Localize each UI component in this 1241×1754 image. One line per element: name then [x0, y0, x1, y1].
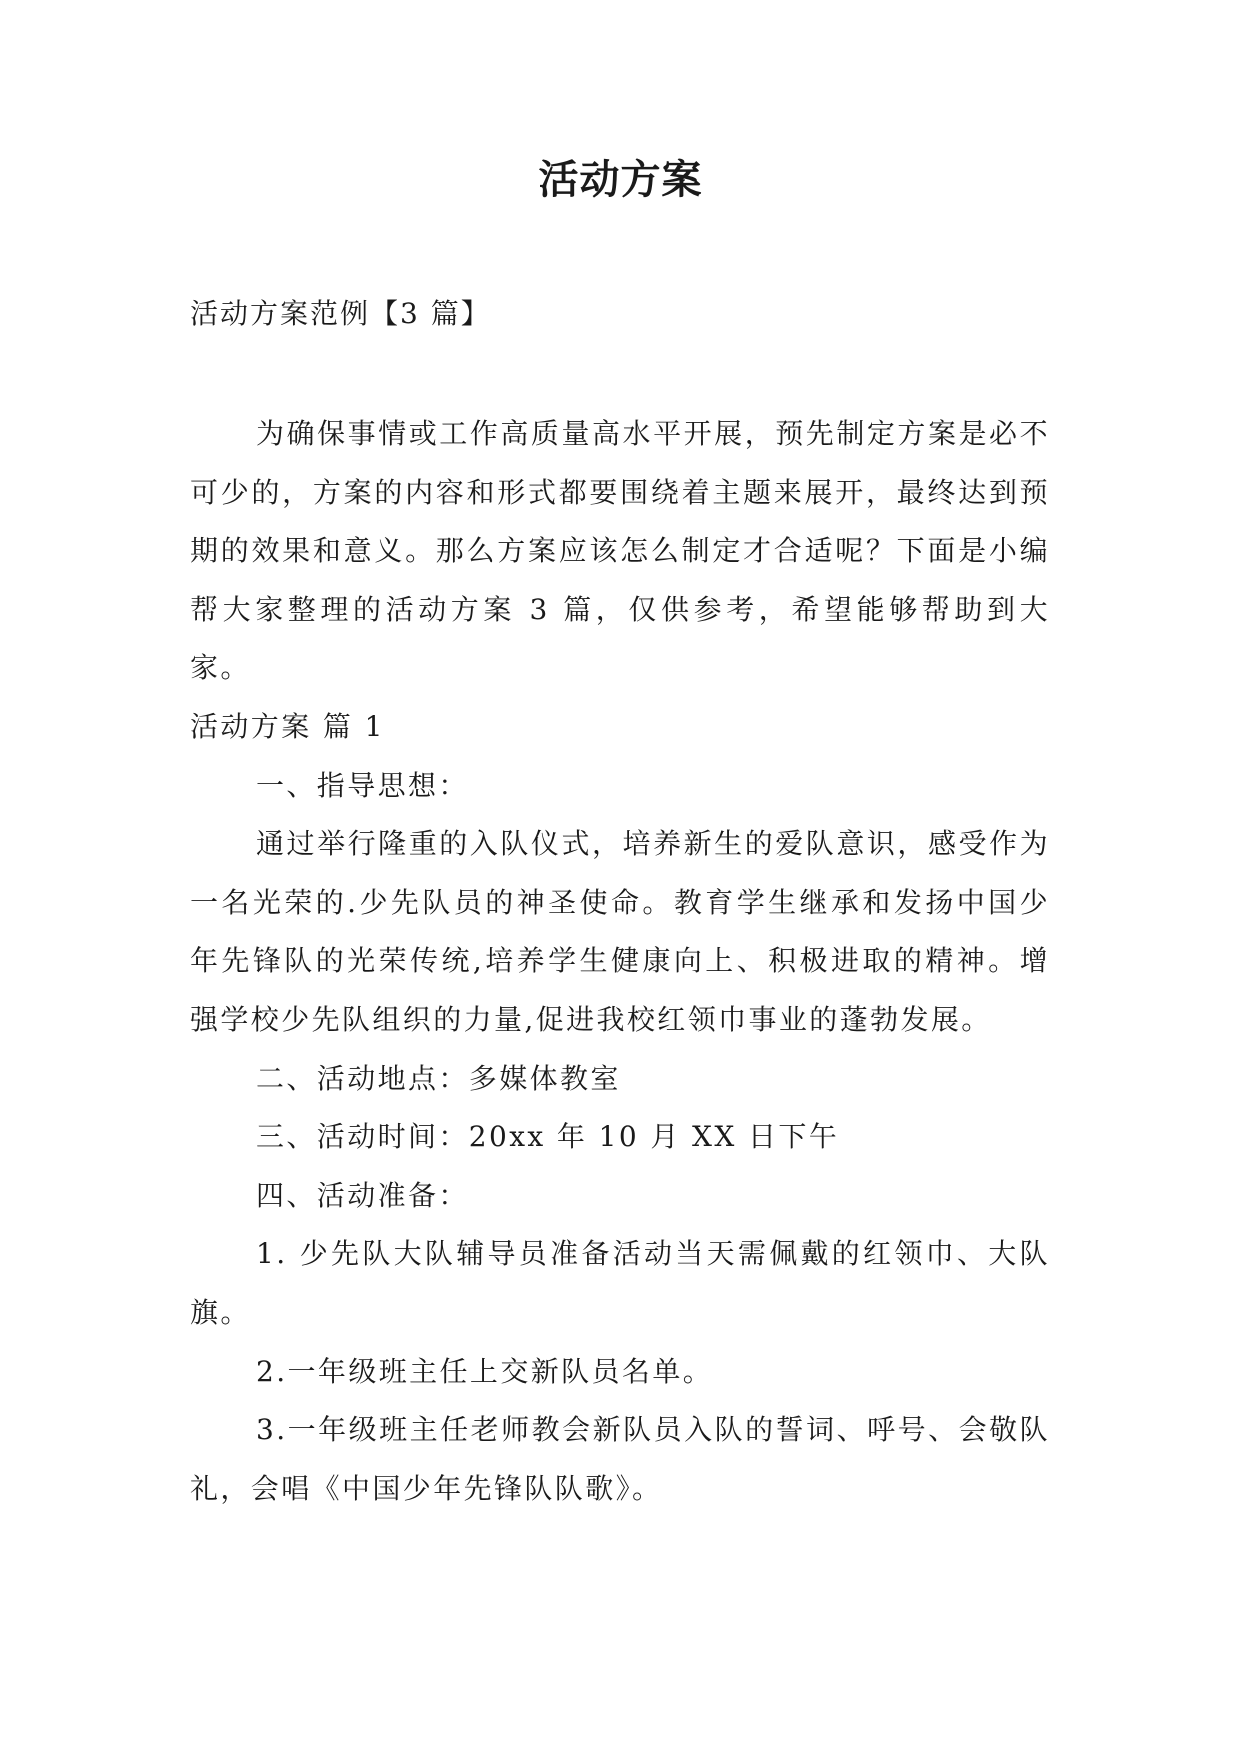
preparation-item-1: 1. 少先队大队辅导员准备活动当天需佩戴的红领巾、大队旗。 — [190, 1237, 1050, 1329]
guiding-ideology-paragraph: 通过举行隆重的入队仪式，培养新生的爱队意识，感受作为一名光荣的.少先队员的神圣使命。教育学生继承和发扬中国少年先锋队的光荣传统,培养学生健康向上、积极进取的精神。增强学校少先队组织的力量,促进我校红领巾事业的蓬勃发展。 — [190, 827, 1050, 1036]
guiding-ideology-heading: 一、指导思想： — [256, 768, 469, 802]
preparation-item-2: 2.一年级班主任上交新队员名单。 — [256, 1354, 714, 1388]
intro-paragraph: 为确保事情或工作高质量高水平开展，预先制定方案是必不可少的，方案的内容和形式都要围绕着主题来展开，最终达到预期的效果和意义。那么方案应该怎么制定才合适呢？下面是小编帮大家整理的活动方案 3 篇，仅供参考，希望能够帮助到大家。 — [190, 417, 1050, 685]
preparation-item-3: 3.一年级班主任老师教会新队员入队的誓词、呼号、会敬队礼，会唱《中国少年先锋队队歌》。 — [190, 1413, 1050, 1505]
activity-preparation-heading: 四、活动准备： — [256, 1178, 469, 1212]
document-title: 活动方案 — [538, 157, 703, 203]
activity-time: 三、活动时间：20xx 年 10 月 XX 日下午 — [256, 1120, 840, 1154]
activity-location: 二、活动地点：多媒体教室 — [256, 1061, 621, 1095]
document-body — [190, 405, 1050, 1518]
document-subtitle: 活动方案范例【3 篇】 — [190, 297, 491, 330]
section-heading: 活动方案 篇 1 — [190, 709, 385, 743]
